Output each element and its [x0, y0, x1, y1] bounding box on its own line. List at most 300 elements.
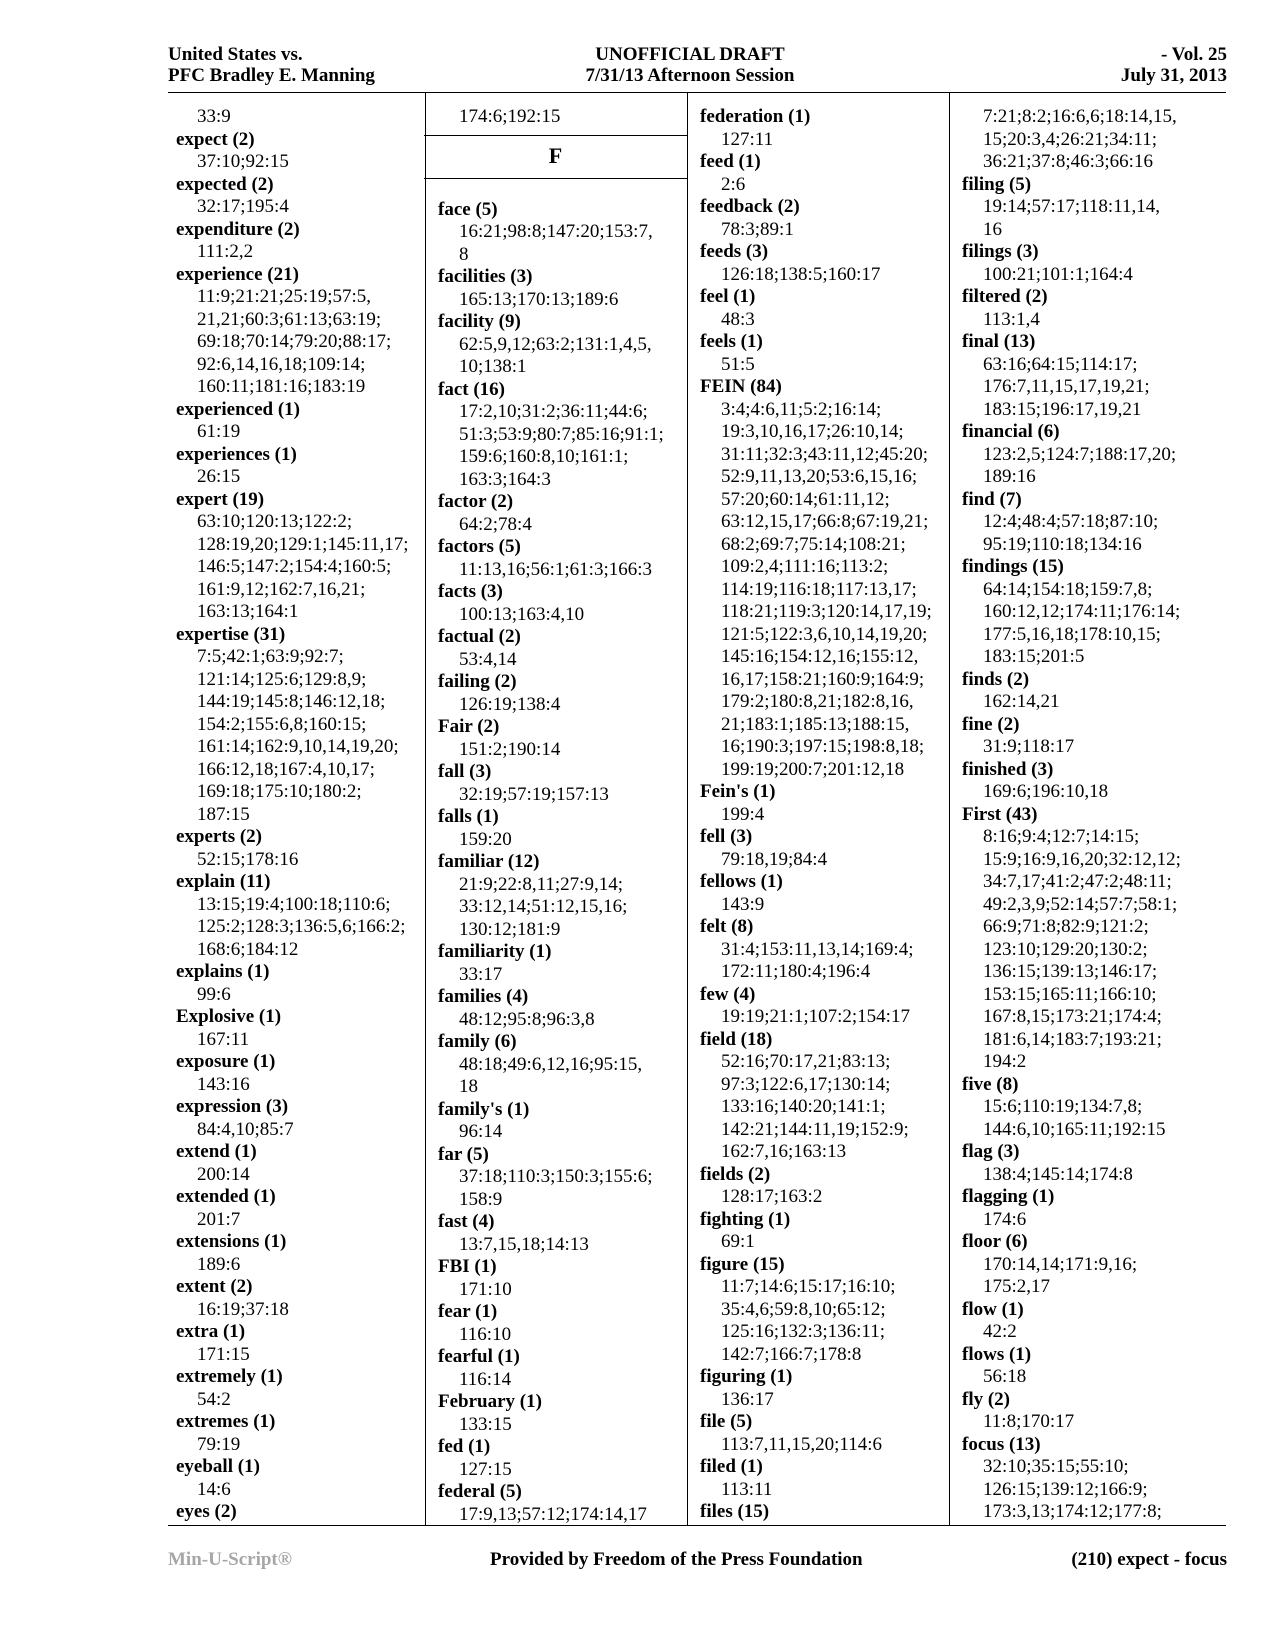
index-page-refs: 31:4;153:11,13,14;169:4;: [721, 938, 914, 960]
header-draft-label: UNOFFICIAL DRAFT: [595, 44, 785, 65]
index-term: extremely (1): [176, 1366, 283, 1387]
index-entry: [438, 941, 688, 986]
index-page-refs: 35:4,6;59:8,10;65:12;: [721, 1298, 886, 1320]
index-entry: [438, 581, 688, 626]
index-term: experienced (1): [176, 398, 300, 420]
index-page-refs: 36:21;37:8;46:3;66:16: [983, 151, 1153, 172]
index-page-refs: 2:6: [721, 173, 746, 195]
index-page-refs: 13:15;19:4;100:18;110:6;: [197, 893, 391, 915]
index-entry: [700, 196, 950, 241]
index-page-refs: 189:16: [983, 466, 1036, 487]
index-page-refs: 133:15: [459, 1413, 512, 1435]
index-term: extra (1): [176, 1321, 246, 1342]
index-entry: [438, 671, 688, 716]
index-page-refs: 42:2: [983, 1321, 1017, 1342]
index-entry: [700, 1029, 950, 1164]
index-entry: [176, 1096, 426, 1141]
header-volume-number: - Vol. 25: [1161, 44, 1227, 65]
index-term: flows (1): [962, 1343, 1032, 1365]
index-entry: [176, 1231, 426, 1276]
index-term: extensions (1): [176, 1231, 287, 1252]
index-page-refs: 144:6,10;165:11;192:15: [983, 1118, 1166, 1140]
index-page-refs: 11:7;14:6;15:17;16:10;: [721, 1276, 896, 1297]
index-page-refs: 32:19;57:19;157:13: [459, 783, 609, 805]
index-entry: [700, 376, 950, 781]
index-entry: [962, 1434, 1222, 1524]
index-page-refs: 52:15;178:16: [197, 848, 299, 870]
index-page-refs: 64:14;154:18;159:7,8;: [983, 578, 1153, 600]
index-entry: [700, 1254, 950, 1367]
index-term: fine (2): [962, 713, 1020, 735]
index-page-refs: 31:11;32:3;43:11,12;45:20;: [721, 443, 929, 465]
index-entry: [176, 871, 426, 961]
index-entry: [176, 1456, 426, 1501]
index-page-refs: 161:14;162:9,10,14,19,20;: [197, 736, 399, 757]
index-page-refs: 19:19;21:1;107:2;154:17: [721, 1006, 910, 1027]
index-entry: [438, 626, 688, 671]
index-page-refs: 11:8;170:17: [983, 1411, 1075, 1432]
index-entry: [176, 444, 426, 489]
index-page-refs: 3:4;4:6,11;5:2;16:14;: [721, 398, 882, 420]
index-page-refs: 163:13;164:1: [197, 601, 299, 622]
index-entry: [438, 1211, 688, 1256]
index-page-refs: 8:16;9:4;12:7;14:15;: [983, 826, 1140, 847]
index-term: family's (1): [438, 1098, 530, 1120]
index-term: fed (1): [438, 1436, 491, 1457]
index-term: flow (1): [962, 1298, 1024, 1320]
index-entry: [176, 264, 426, 399]
index-page-refs: 63:16;64:15;114:17;: [983, 353, 1138, 375]
header-rule: [168, 92, 1226, 93]
header-case-line2: PFC Bradley E. Manning: [168, 65, 375, 86]
index-entry: [438, 311, 688, 379]
index-page-refs: 160:11;181:16;183:19: [197, 376, 366, 397]
index-term: flag (3): [962, 1141, 1020, 1162]
index-entry: [176, 219, 426, 264]
index-page-refs: 11:9;21:21;25:19;57:5,: [197, 286, 371, 307]
index-page-refs: 19:3,10,16,17;26:10,14;: [721, 421, 904, 442]
index-entry: [176, 1006, 426, 1051]
index-term: figuring (1): [700, 1366, 793, 1387]
index-entry: [438, 1346, 688, 1391]
index-term: falls (1): [438, 806, 499, 827]
index-page-refs: 126:19;138:4: [459, 693, 561, 715]
index-page-refs: 99:6: [197, 983, 231, 1005]
index-page-refs: 68:2;69:7;75:14;108:21;: [721, 533, 906, 555]
index-entry: [962, 759, 1222, 804]
index-entry: [700, 1164, 950, 1209]
index-page-refs: 170:14,14;171:9,16;: [983, 1253, 1138, 1275]
index-entry: [700, 151, 950, 196]
index-term: families (4): [438, 986, 529, 1007]
index-page-refs: 97:3;122:6,17;130:14;: [721, 1073, 891, 1095]
index-page-refs: 128:17;163:2: [721, 1186, 823, 1207]
index-page-refs: 151:2;190:14: [459, 738, 561, 760]
index-page-refs: 171:10: [459, 1278, 512, 1300]
index-term: floor (6): [962, 1231, 1028, 1252]
index-term: expected (2): [176, 173, 274, 195]
index-entry: [700, 871, 950, 916]
index-column-4: [962, 106, 1222, 1524]
index-entry: [962, 489, 1222, 557]
index-term: filed (1): [700, 1456, 763, 1477]
index-term: find (7): [962, 488, 1022, 510]
index-entry: [700, 1209, 950, 1254]
index-page-refs: 61:19: [197, 421, 241, 442]
index-entry: [700, 1456, 950, 1501]
index-page-refs: 63:12,15,17;66:8;67:19,21;: [721, 511, 929, 532]
index-entry: [962, 1344, 1222, 1389]
index-page-refs: 133:16;140:20;141:1;: [721, 1096, 886, 1117]
index-page-refs: 32:10;35:15;55:10;: [983, 1456, 1129, 1477]
index-page-refs: 161:9,12;162:7,16,21;: [197, 578, 366, 600]
index-term: finds (2): [962, 668, 1030, 690]
index-page-refs: 200:14: [197, 1163, 250, 1185]
index-entry: [438, 1481, 688, 1526]
index-page-refs: 14:6: [197, 1478, 231, 1500]
index-entry: [962, 286, 1222, 331]
index-term: final (13): [962, 331, 1036, 352]
index-page-refs: 171:15: [197, 1343, 250, 1365]
index-term: far (5): [438, 1143, 489, 1165]
index-page-refs: 16:19;37:18: [197, 1298, 289, 1320]
index-page-refs: 162:14,21: [983, 691, 1060, 712]
index-term: flagging (1): [962, 1186, 1055, 1207]
index-page-refs: 123:10;129:20;130:2;: [983, 938, 1148, 960]
index-term: expertise (31): [176, 623, 286, 645]
index-column-1: [176, 106, 426, 1524]
index-page-refs: 100:21;101:1;164:4: [983, 263, 1133, 285]
header-session: [470, 44, 910, 86]
index-entry: [962, 669, 1222, 714]
index-page-refs: 121:5;122:3,6,10,14,19,20;: [721, 623, 928, 645]
index-page-refs: 143:16: [197, 1073, 250, 1095]
index-page-refs: 174:6: [983, 1208, 1027, 1230]
index-term: filing (5): [962, 173, 1032, 195]
index-entry: [438, 761, 688, 806]
index-page-refs: 142:7;166:7;178:8: [721, 1343, 862, 1365]
index-page-refs: 48:3: [721, 308, 755, 330]
index-page-refs: 84:4,10;85:7: [197, 1118, 294, 1140]
index-page-refs: 168:6;184:12: [197, 938, 299, 960]
index-page-refs: 17:2,10;31:2;36:11;44:6;: [459, 401, 648, 422]
index-entry: [438, 1436, 688, 1481]
index-page-refs: 95:19;110:18;134:16: [983, 533, 1142, 555]
index-page-refs: 142:21;144:11,19;152:9;: [721, 1118, 909, 1140]
index-entry: [700, 984, 950, 1029]
index-page-refs: 15:6;110:19;134:7,8;: [983, 1096, 1143, 1117]
index-entry: [438, 851, 688, 941]
index-entry: [962, 1186, 1222, 1231]
index-term: fast (4): [438, 1211, 495, 1232]
index-page-refs: 183:15;201:5: [983, 646, 1085, 667]
index-entry: [962, 556, 1222, 669]
index-term: extent (2): [176, 1276, 253, 1297]
index-term: familiar (12): [438, 851, 540, 872]
index-entry: [700, 916, 950, 984]
index-entry: [438, 806, 688, 851]
index-page-refs: 56:18: [983, 1366, 1027, 1387]
index-term: feed (1): [700, 151, 761, 172]
index-page-refs: 53:4,14: [459, 648, 517, 670]
index-term: fearful (1): [438, 1346, 520, 1367]
index-page-refs: 121:14;125:6;129:8,9;: [197, 668, 367, 690]
index-page-refs: 181:6,14;183:7;193:21;: [983, 1028, 1162, 1050]
index-page-refs: 125:16;132:3;136:11;: [721, 1321, 885, 1342]
index-term: Fein's (1): [700, 781, 776, 802]
index-entry: [438, 1256, 688, 1301]
index-entry: [438, 1144, 688, 1212]
index-page-refs: 159:6;160:8,10;161:1;: [459, 446, 629, 467]
index-page-refs: 167:8,15;173:21;174:4;: [983, 1006, 1162, 1027]
index-page-refs: 19:14;57:17;118:11,14,: [983, 196, 1160, 217]
index-entry: [176, 399, 426, 444]
index-page-refs: 15;20:3,4;26:21;34:11;: [983, 128, 1157, 150]
index-page-refs: 13:7,15,18;14:13: [459, 1233, 589, 1255]
index-page-refs: 113:7,11,15,20;114:6: [721, 1433, 882, 1455]
index-entry: [438, 266, 688, 311]
index-entry: [700, 781, 950, 826]
index-entry: [962, 1141, 1222, 1186]
index-entry: [176, 106, 426, 129]
index-page-refs: 21;183:1;185:13;188:15,: [721, 713, 910, 735]
header-case-title: [168, 44, 375, 86]
index-page-refs: 169:6;196:10,18: [983, 781, 1109, 802]
index-term: findings (15): [962, 556, 1064, 577]
index-entry: [438, 716, 688, 761]
index-entry: [962, 241, 1222, 286]
index-entry: [700, 1501, 950, 1524]
index-entry: [176, 826, 426, 871]
index-page-refs: 7:21;8:2;16:6,6;18:14,15,: [983, 106, 1177, 127]
index-page-refs: 201:7: [197, 1208, 241, 1230]
index-entry: [176, 1321, 426, 1366]
index-page-refs: 167:11: [197, 1028, 250, 1050]
index-page-refs: 116:10: [459, 1323, 512, 1345]
index-page-refs: 143:9: [721, 893, 765, 915]
index-page-refs: 160:12,12;174:11;176:14;: [983, 601, 1181, 622]
index-entry: [176, 1276, 426, 1321]
index-term: fellows (1): [700, 871, 783, 892]
index-page-refs: 69:1: [721, 1231, 755, 1252]
index-term: expression (3): [176, 1096, 289, 1117]
index-page-refs: 10;138:1: [459, 356, 527, 377]
index-page-refs: 146:5;147:2;154:4;160:5;: [197, 556, 392, 577]
index-page-refs: 176:7,11,15,17,19,21;: [983, 376, 1150, 397]
index-page-refs: 183:15;196:17,19,21: [983, 398, 1142, 420]
index-term: factual (2): [438, 626, 521, 647]
index-page-refs: 16: [983, 218, 1002, 240]
index-page-refs: 52:9,11,13,20;53:6,15,16;: [721, 466, 918, 487]
index-entry: [700, 331, 950, 376]
index-entry: [700, 241, 950, 286]
index-page-refs: 126:18;138:5;160:17: [721, 263, 881, 285]
index-page-refs: 136:17: [721, 1388, 774, 1410]
index-term: figure (15): [700, 1253, 785, 1275]
index-entry: [962, 1231, 1222, 1299]
footer-page-range: (210) expect - focus: [1071, 1549, 1227, 1570]
index-page-refs: 177:5,16,18;178:10,15;: [983, 623, 1161, 645]
index-page-refs: 158:9: [459, 1188, 503, 1210]
index-term: expenditure (2): [176, 218, 300, 240]
index-page-refs: 66:9;71:8;82:9;121:2;: [983, 916, 1149, 937]
index-entry: [176, 1141, 426, 1186]
index-term: filtered (2): [962, 286, 1048, 307]
index-page-refs: 57:20;60:14;61:11,12;: [721, 488, 890, 510]
index-term: felt (8): [700, 916, 754, 937]
index-page-refs: 187:15: [197, 803, 250, 825]
index-entry: [700, 106, 950, 151]
index-term: exposure (1): [176, 1051, 276, 1072]
index-term: extend (1): [176, 1141, 257, 1162]
index-page-refs: 138:4;145:14;174:8: [983, 1163, 1133, 1185]
index-page-refs: 165:13;170:13;189:6: [459, 288, 619, 310]
index-page-refs: 126:15;139:12;166:9;: [983, 1478, 1148, 1500]
index-entry: [962, 1299, 1222, 1344]
index-term: facility (9): [438, 311, 521, 332]
index-page-refs: 21,21;60:3;61:13;63:19;: [197, 308, 382, 330]
index-page-refs: 153:15;165:11;166:10;: [983, 983, 1157, 1005]
index-page-refs: 144:19;145:8;146:12,18;: [197, 691, 386, 712]
index-page-refs: 31:9;118:17: [983, 736, 1075, 757]
index-page-refs: 18: [459, 1076, 478, 1097]
index-term: FEIN (84): [700, 376, 782, 397]
index-page-refs: 16;190:3;197:15;198:8,18;: [721, 736, 925, 757]
index-term: fell (3): [700, 826, 753, 847]
index-page-refs: 127:15: [459, 1458, 512, 1480]
index-term: explain (11): [176, 871, 271, 892]
index-term: family (6): [438, 1031, 517, 1052]
footer-rule: [168, 1525, 1226, 1526]
index-page-refs: 159:20: [459, 828, 512, 850]
index-page-refs: 118:21;119:3;120:14,17,19;: [721, 601, 932, 622]
index-page-refs: 33:17: [459, 963, 503, 985]
index-entry: [438, 986, 688, 1031]
index-entry: [438, 1031, 688, 1099]
index-term: experts (2): [176, 826, 262, 847]
index-entry: [176, 1186, 426, 1231]
index-term: extremes (1): [176, 1411, 276, 1432]
index-term: field (18): [700, 1028, 773, 1050]
index-term: five (8): [962, 1073, 1019, 1095]
index-entry: [176, 624, 426, 827]
index-entry: [962, 421, 1222, 489]
index-entry: [176, 1051, 426, 1096]
index-page-refs: 113:1,4: [983, 308, 1040, 330]
index-page-refs: 199:19;200:7;201:12,18: [721, 758, 905, 780]
index-entry: [700, 1366, 950, 1411]
index-entry: [438, 1099, 688, 1144]
index-page-refs: 169:18;175:10;180:2;: [197, 781, 362, 802]
index-page-refs: 114:19;116:18;117:13,17;: [721, 578, 917, 600]
index-page-refs: 79:18,19;84:4: [721, 848, 828, 870]
index-page-refs: 166:12,18;167:4,10,17;: [197, 758, 375, 780]
index-page-refs: 162:7,16;163:13: [721, 1141, 847, 1162]
index-entry: [962, 1074, 1222, 1142]
index-page-refs: 15:9;16:9,16,20;32:12,12;: [983, 848, 1181, 870]
index-page-refs: 16:21;98:8;147:20;153:7,: [459, 221, 653, 242]
header-case-line1: United States vs.: [168, 44, 303, 65]
index-term: files (15): [700, 1501, 770, 1522]
index-entry: [700, 826, 950, 871]
header-session-date: 7/31/13 Afternoon Session: [585, 65, 795, 86]
index-term: fear (1): [438, 1301, 498, 1322]
index-page-refs: 100:13;163:4,10: [459, 603, 585, 625]
index-page-refs: 51:3;53:9;80:7;85:16;91:1;: [459, 423, 664, 445]
index-page-refs: 111:2,2: [197, 241, 254, 262]
index-page-refs: 16,17;158:21;160:9;164:9;: [721, 668, 925, 690]
index-term: expert (19): [176, 488, 265, 510]
index-term: financial (6): [962, 421, 1060, 442]
index-column-3: [700, 106, 950, 1524]
index-term: feels (1): [700, 331, 763, 352]
index-page-refs: 37:18;110:3;150:3;155:6;: [459, 1166, 653, 1187]
index-term: experiences (1): [176, 443, 297, 465]
index-page-refs: 26:15: [197, 466, 241, 487]
index-page-refs: 130:12;181:9: [459, 918, 561, 940]
index-entry: [438, 106, 688, 129]
index-page-refs: 54:2: [197, 1388, 231, 1410]
index-term: explains (1): [176, 961, 270, 982]
index-term: finished (3): [962, 758, 1054, 780]
index-entry: [438, 536, 688, 581]
index-page-refs: 109:2,4;111:16;113:2;: [721, 556, 889, 577]
index-page-refs: 136:15;139:13;146:17;: [983, 961, 1158, 982]
index-term: fighting (1): [700, 1208, 791, 1230]
index-entry: [176, 1501, 426, 1524]
index-term: feedback (2): [700, 196, 800, 217]
index-page-refs: 17:9,13;57:12;174:14,17: [459, 1503, 647, 1525]
index-term: focus (13): [962, 1433, 1041, 1455]
index-page-refs: 125:2;128:3;136:5,6;166:2;: [197, 916, 406, 937]
index-term: fields (2): [700, 1163, 771, 1185]
index-term: factors (5): [438, 536, 521, 557]
index-page-refs: 123:2,5;124:7;188:17,20;: [983, 443, 1177, 465]
index-page-refs: 11:13,16;56:1;61:3;166:3: [459, 558, 652, 580]
index-term: experience (21): [176, 263, 299, 285]
index-term: fly (2): [962, 1388, 1011, 1410]
index-page-refs: 7:5;42:1;63:9;92:7;: [197, 646, 344, 667]
index-page-refs: 127:11: [721, 128, 774, 150]
index-page-refs: 145:16;154:12,16;155:12,: [721, 646, 919, 667]
index-entry: [438, 1391, 688, 1436]
index-page-refs: 172:11;180:4;196:4: [721, 961, 871, 982]
index-term: fall (3): [438, 761, 492, 782]
index-term: First (43): [962, 803, 1038, 825]
index-term: FBI (1): [438, 1256, 497, 1277]
header-date: July 31, 2013: [1120, 65, 1227, 86]
index-page-refs: 37:10;92:15: [197, 151, 289, 172]
index-term: federation (1): [700, 106, 811, 127]
index-term: filings (3): [962, 241, 1039, 262]
index-page-refs: 174:6;192:15: [459, 106, 561, 127]
index-page-refs: 12:4;48:4;57:18;87:10;: [983, 511, 1159, 532]
index-entry: [962, 174, 1222, 242]
header-volume: [1121, 44, 1227, 86]
index-entry: [962, 1389, 1222, 1434]
index-page-refs: 33:12,14;51:12,15,16;: [459, 896, 628, 917]
footer-provider: Provided by Freedom of the Press Foundation: [490, 1549, 863, 1570]
index-entry: [438, 379, 688, 492]
index-page-refs: 34:7,17;41:2;47:2;48:11;: [983, 871, 1172, 892]
index-term: face (5): [438, 198, 498, 220]
index-term: expect (2): [176, 128, 255, 150]
index-entry: [438, 199, 688, 267]
index-page-refs: 48:12;95:8;96:3,8: [459, 1008, 595, 1030]
section-letter-heading: F: [424, 135, 687, 179]
index-page-refs: 199:4: [721, 803, 765, 825]
index-term: Explosive (1): [176, 1006, 282, 1027]
